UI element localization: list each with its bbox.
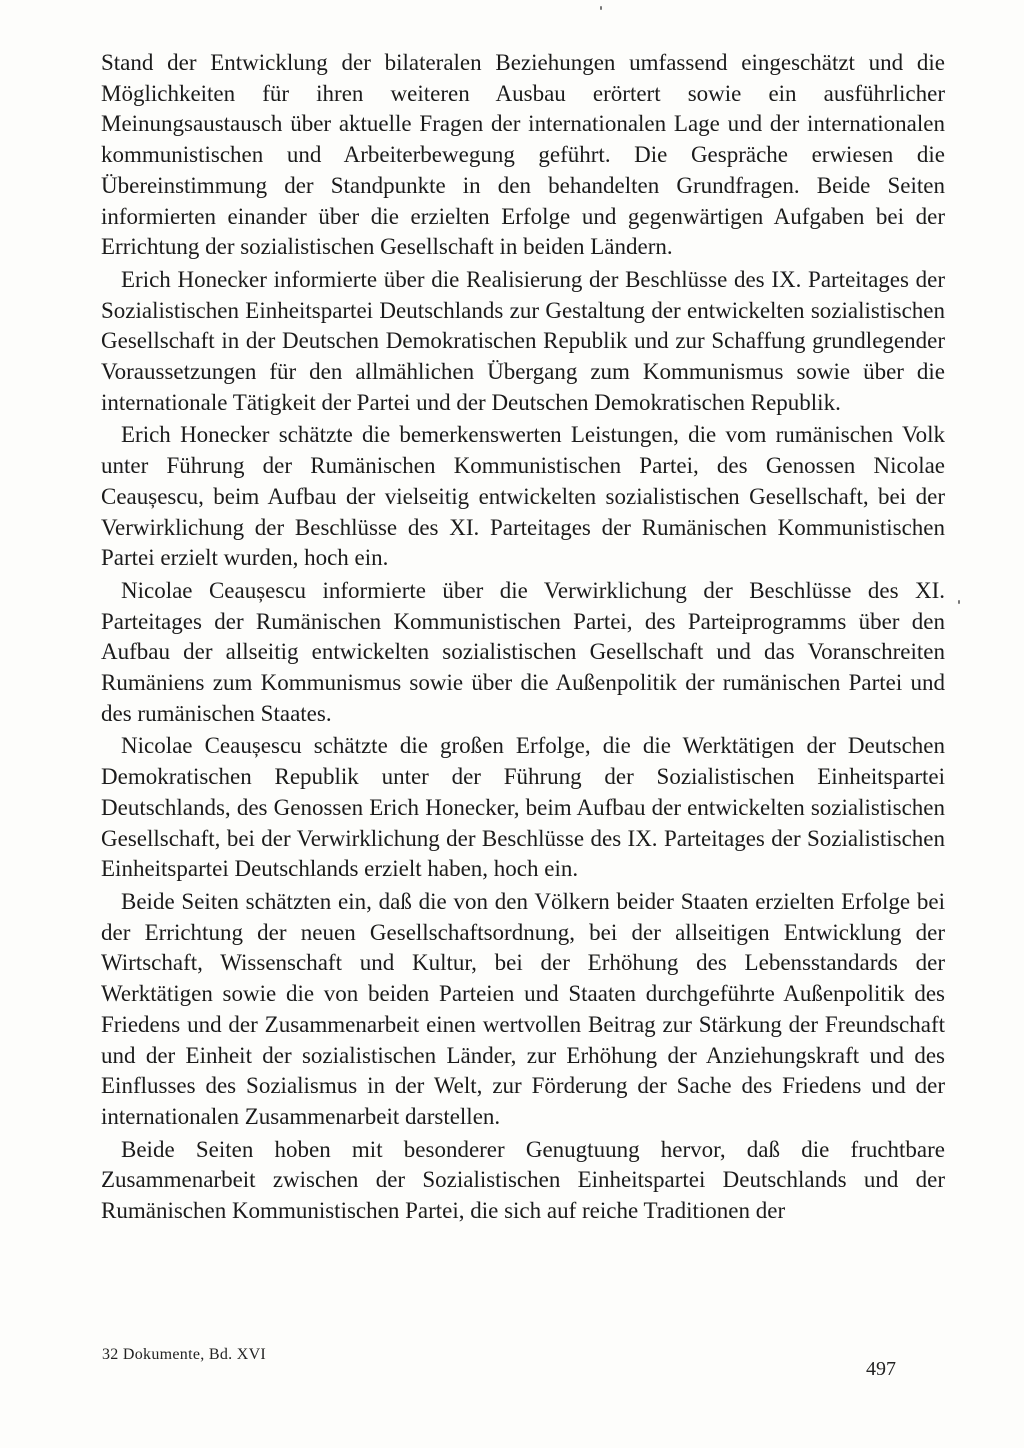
paragraph-ceausescu-assessment: Nicolae Ceaușescu schätzte die großen Erfolge, die die Werktätigen der Deutschen Demokratischen Republik unter der Führung der Sozialistischen Einheitspartei Deutschlands, des Genossen Erich Honecker, beim Aufbau der entwickelten sozialistischen Gesellschaft, bei der Verwirklichung der Beschlüsse des IX. Parteitages der Sozialistischen Einheitspartei Deutschlands erzielt haben, hoch ein. [101, 733, 945, 882]
paragraph-honecker-assessment: Erich Honecker schätzte die bemerkenswerten Leistungen, die vom rumänischen Volk unter Führung der Rumänischen Kommunistischen Partei, des Genossen Nicolae Ceaușescu, beim Aufbau der vielseitig entwickelten sozialistischen Gesellschaft, bei der Verwirklichung der Beschlüsse des XI. Parteitages der Rumänischen Kommunistischen Partei erzielt wurden, hoch ein. [101, 422, 945, 571]
paragraph-joint-assessment: Beide Seiten schätzten ein, daß die von den Völkern beider Staaten erzielten Erfolge bei der Errichtung der neuen Gesellschaftsordnung, bei der allseitigen Entwicklung der Wirtschaft, Wissenschaft und Kultur, bei der Erhöhung des Lebensstandards der Werktätigen sowie die von beiden Parteien und Staaten durchgeführte Außenpolitik des Friedens und der Zusammenarbeit einen wertvollen Beitrag zur Stärkung der Freundschaft und der Einheit der sozialistischen Länder, zur Erhöhung der Anziehungskraft und des Einflusses des Sozialismus in der Welt, zur Förderung der Sache des Friedens und der internationalen Zusammenarbeit darstellen. [101, 888, 945, 1129]
paragraph-joint-cooperation: Beide Seiten hoben mit besonderer Genugtuung hervor, daß die fruchtbare Zusammenarbeit zwischen der Sozialistischen Einheitspartei Deutschlands und der Rumänischen Kommunistischen Partei, die sich auf reiche Traditionen der [101, 1136, 945, 1224]
print-speck [958, 600, 960, 604]
body-text [101, 48, 945, 1229]
paragraph-ceausescu-report: Nicolae Ceaușescu informierte über die Verwirklichung der Beschlüsse des XI. Parteitages der Rumänischen Kommunistischen Partei, des Parteiprogramms über den Aufbau der allseitig entwickelten sozialistischen Gesellschaft und das Voranschreiten Rumäniens zum Kommunismus sowie über die Außenpolitik der rumänischen Partei und des rumänischen Staates. [101, 577, 945, 726]
paragraph-honecker-report: Erich Honecker informierte über die Realisierung der Beschlüsse des IX. Parteitages der Sozialistischen Einheitspartei Deutschlands zur Gestaltung der entwickelten sozialistischen Gesellschaft in der Deutschen Demokratischen Republik und zur Schaffung grundlegender Voraussetzungen für den allmählichen Übergang zum Kommunismus sowie über die internationale Tätigkeit der Partei und der Deutschen Demokratischen Republik. [101, 266, 945, 415]
print-speck [600, 6, 602, 10]
page-number: 497 [866, 1358, 896, 1380]
paragraph-continuation: Stand der Entwicklung der bilateralen Beziehungen umfassend eingeschätzt und die Möglichkeiten für ihren weiteren Ausbau erörtert sowie ein ausführlicher Meinungsaustausch über aktuelle Fragen der internationalen Lage und der internationalen kommunistischen und Arbeiterbewegung geführt. Die Gespräche erwiesen die Übereinstimmung der Standpunkte in den behandelten Grundfragen. Beide Seiten informierten einander über die erzielten Erfolge und gegenwärtigen Aufgaben bei der Errichtung der sozialistischen Gesellschaft in beiden Ländern. [101, 50, 945, 260]
footer-signature: 32 Dokumente, Bd. XVI [102, 1346, 267, 1363]
